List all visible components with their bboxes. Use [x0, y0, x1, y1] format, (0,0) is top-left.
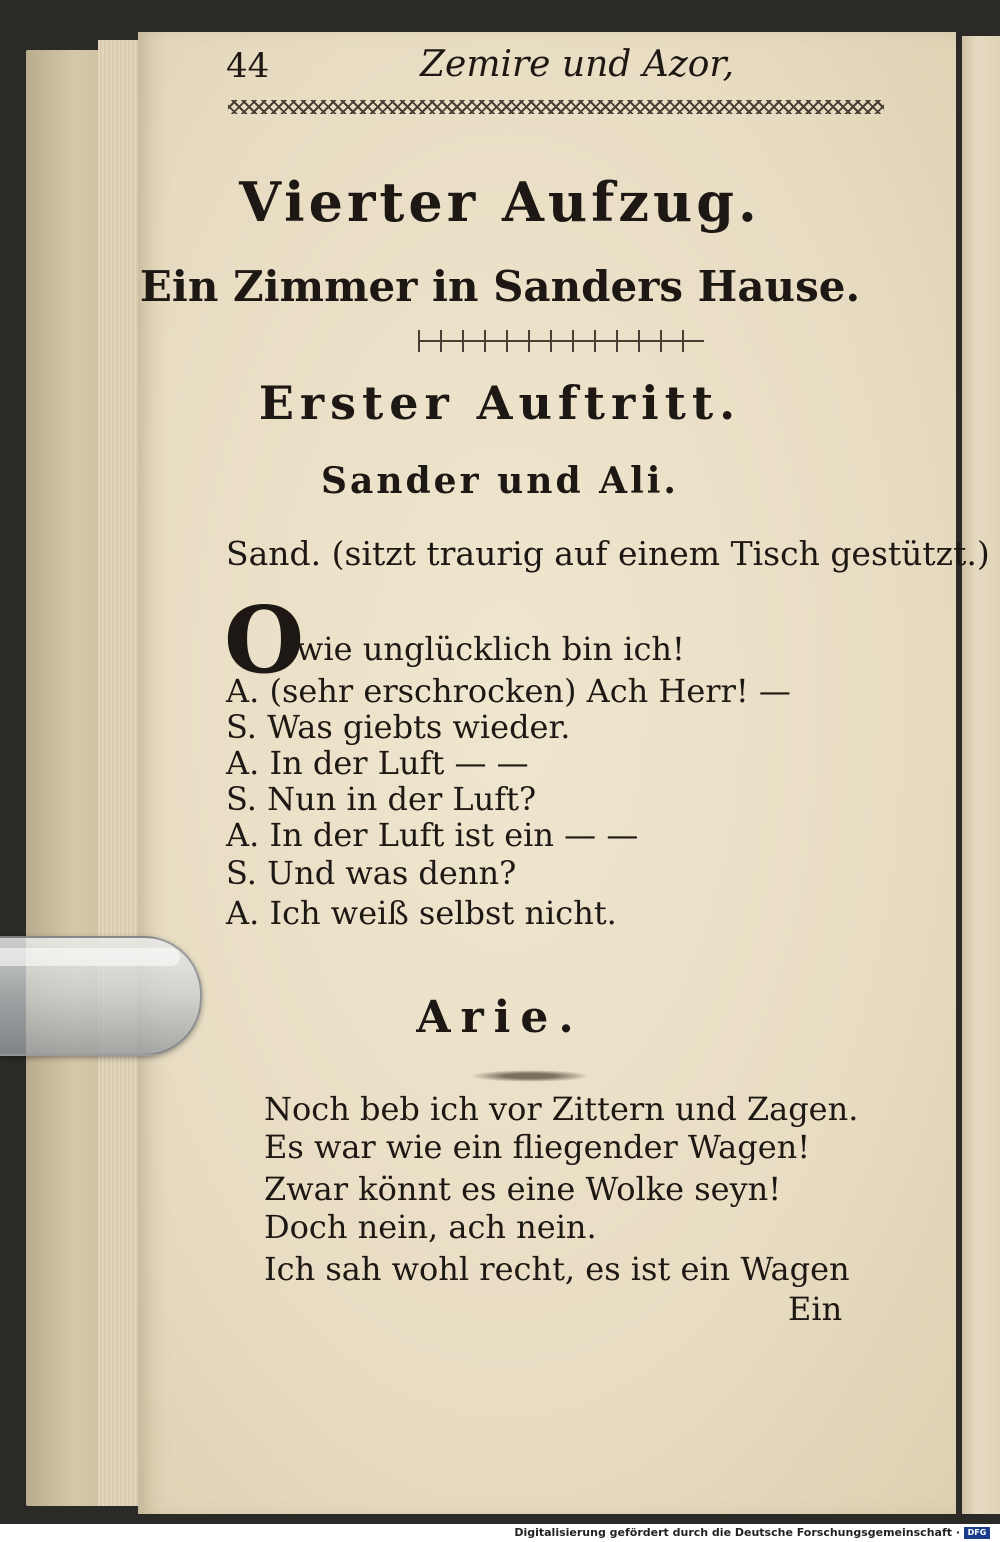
dialogue-line: S. Und was denn?: [226, 854, 517, 892]
footer-credit: Digitalisierung gefördert durch die Deutsche Forschungsgemeinschaft ·: [514, 1526, 960, 1539]
dialogue-line: S. Was giebts wieder.: [226, 708, 571, 746]
dialogue-line: A. (sehr erschrocken) Ach Herr! —: [226, 672, 791, 710]
adjacent-page-edge: [962, 36, 1000, 1514]
scene-location: Ein Zimmer in Sanders Hause.: [139, 262, 861, 311]
dialogue-line: S. Nun in der Luft?: [226, 780, 537, 818]
aria-title: Arie.: [416, 992, 584, 1043]
page-edges: [98, 40, 140, 1506]
scene-characters: Sander und Ali.: [321, 460, 679, 502]
dialogue-line: A. In der Luft ist ein — —: [226, 816, 639, 854]
dfg-logo: DFG: [964, 1527, 990, 1539]
verse-line: Noch beb ich vor Zittern und Zagen.: [264, 1090, 859, 1128]
catchword: Ein: [788, 1290, 843, 1328]
stage-direction: Sand. (sitzt traurig auf einem Tisch gestützt.): [226, 534, 990, 573]
ornament: [470, 1070, 590, 1082]
verse-line: Doch nein, ach nein.: [264, 1208, 597, 1246]
verse-line: Ich sah wohl recht, es ist ein Wagen: [264, 1250, 850, 1288]
dialogue-line: A. In der Luft — —: [226, 744, 529, 782]
dialogue-line: A. Ich weiß selbst nicht.: [226, 894, 617, 932]
drop-cap: O: [224, 586, 305, 694]
dialogue-first-line: wie unglücklich bin ich!: [296, 630, 685, 668]
ornamental-rule-cross: [418, 330, 704, 352]
act-title: Vierter Aufzug.: [239, 170, 761, 234]
verse-line: Es war wie ein fliegender Wagen!: [264, 1128, 811, 1166]
page-holder-highlight: [0, 948, 180, 966]
running-head: Zemire und Azor,: [420, 44, 735, 85]
page-number: 44: [226, 46, 270, 86]
verse-line: Zwar könnt es eine Wolke seyn!: [264, 1170, 782, 1208]
scene-title: Erster Auftritt.: [258, 376, 742, 430]
ornamental-rule-top: [228, 100, 884, 114]
